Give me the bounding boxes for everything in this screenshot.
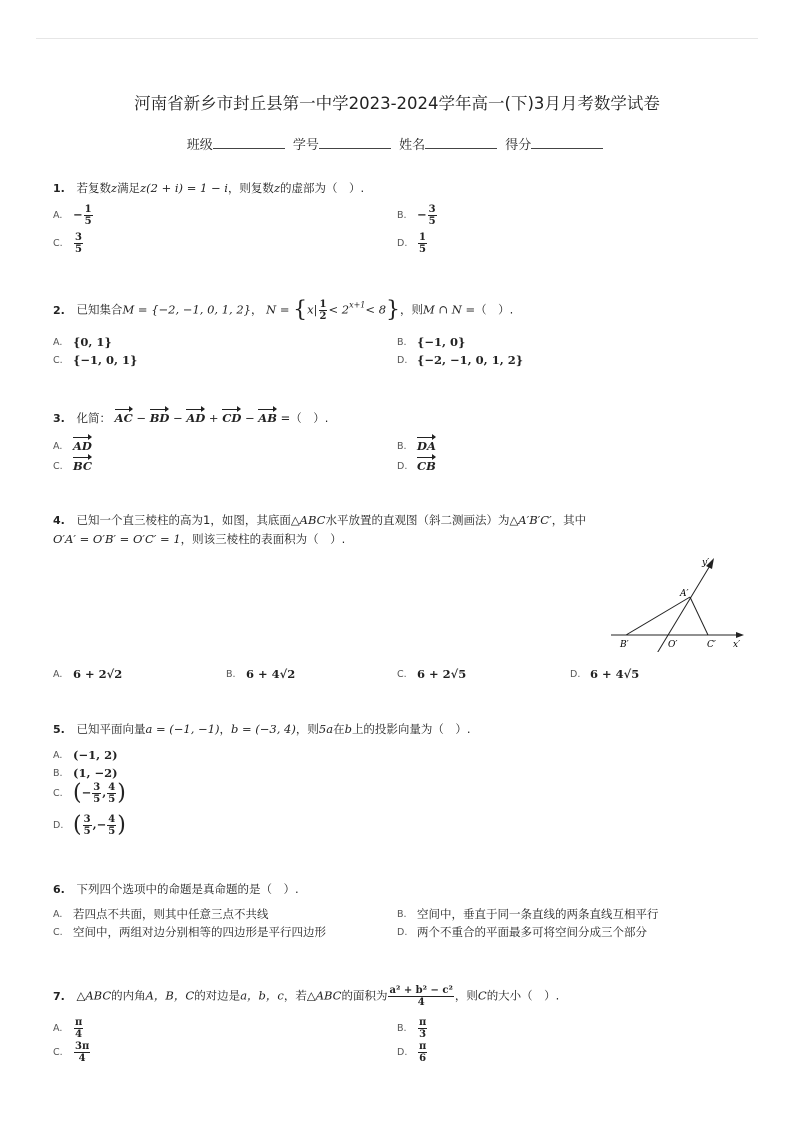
q6-option-a[interactable]: A. 若四点不共面，则其中任意三点不共线 xyxy=(53,907,269,921)
fraction: $\frac{3}{5}$ xyxy=(93,782,101,805)
y-axis xyxy=(656,564,711,652)
q6-option-b[interactable]: B. 空间中，垂直于同一条直线的两条直线互相平行 xyxy=(397,907,659,921)
question-3-stem: 3. 化简： AC − BD − AD + CD − AB =（ ）. xyxy=(53,408,328,426)
question-5-stem: 5. 已知平面向量a = (−1, −1)，b = (−3, 4)，则5a在b上的投影向量为（ ）. xyxy=(53,722,471,736)
info-score-label: 得分 xyxy=(505,138,532,153)
info-class-label: 班级 xyxy=(186,138,213,153)
question-6-stem: 6. 下列四个选项中的命题是真命题的是（ ）. xyxy=(53,882,299,896)
edge-ba xyxy=(626,597,690,635)
info-name-label: 姓名 xyxy=(399,138,426,153)
fraction: $\frac{\pi}{4}$ xyxy=(75,1017,83,1040)
info-id-blank[interactable] xyxy=(319,136,391,149)
question-number: 5. xyxy=(53,723,65,736)
question-number: 1. xyxy=(53,182,65,195)
question-number: 3. xyxy=(53,412,65,425)
question-2-stem: 2. 已知集合M = {−2, −1, 0, 1, 2}， N = {x| $\frac{1}{2}$ < $2^{x+1}< 8$}，则M ∩ N =（ ）. xyxy=(53,297,514,323)
question-number: 4. xyxy=(53,514,65,527)
question-4-stem-line1: 4. 已知一个直三棱柱的高为1，如图，其底面△ABC水平放置的直观图（斜二测画法）为△A′B′C′，其中 xyxy=(53,513,587,527)
question-number: 6. xyxy=(53,883,65,896)
question-number: 2. xyxy=(53,303,65,317)
q1-option-c[interactable]: C. $\frac{3}{5}$ xyxy=(53,232,82,255)
q7-option-c[interactable]: C. $\frac{3\pi}{4}$ xyxy=(53,1041,90,1064)
q7-option-b[interactable]: B. $\frac{\pi}{3}$ xyxy=(397,1017,427,1040)
question-number: 7. xyxy=(53,989,65,1003)
q7-option-d[interactable]: D. $\frac{\pi}{6}$ xyxy=(397,1041,427,1064)
page-title: 河南省新乡市封丘县第一中学2023-2024学年高一(下)3月月考数学试卷 xyxy=(134,94,660,113)
q4-option-a[interactable]: A. 6 + 2√2 xyxy=(53,667,123,681)
label-o: O′ xyxy=(668,640,678,650)
q2-option-b[interactable]: B. {−1, 0} xyxy=(397,335,466,349)
fraction: $\frac{3\pi}{4}$ xyxy=(75,1041,90,1064)
fraction: $\frac{4}{5}$ xyxy=(108,814,116,837)
question-7-stem: 7. △ABC的内角A，B，C的对边是a，b，c，若△ABC的面积为 $\frac{\text{a² + b² − c²}}{4}$ ，则C的大小（ ）. xyxy=(53,985,560,1008)
q3-option-c[interactable]: C. BC xyxy=(53,456,92,474)
fraction: $\frac{\text{a² + b² − c²}}{4}$ xyxy=(389,985,453,1008)
q1-option-a[interactable]: A. − $\frac{1}{5}$ xyxy=(53,204,92,227)
q7-option-a[interactable]: A. $\frac{\pi}{4}$ xyxy=(53,1017,83,1040)
student-info-line xyxy=(0,134,794,153)
fraction: $\frac{3}{5}$ xyxy=(83,814,91,837)
q3-option-b[interactable]: B. DA xyxy=(397,436,436,454)
fraction: $\frac{\pi}{6}$ xyxy=(419,1041,427,1064)
label-y: y′ xyxy=(702,558,710,568)
q3-option-a[interactable]: A. AD xyxy=(53,436,92,454)
q4-option-c[interactable]: C. 6 + 2√5 xyxy=(397,667,467,681)
info-id-label: 学号 xyxy=(292,138,319,153)
q3-option-d[interactable]: D. CB xyxy=(397,456,436,474)
info-name-blank[interactable] xyxy=(425,136,497,149)
x-axis-arrow xyxy=(736,632,744,638)
fraction: $\frac{3}{5}$ xyxy=(428,204,436,227)
header-rule xyxy=(36,38,758,39)
label-a: A′ xyxy=(680,589,689,599)
q5-option-c[interactable]: C. (− $\frac{3}{5}$ , $\frac{4}{5}$ ) xyxy=(53,780,126,806)
label-c: C′ xyxy=(707,640,716,650)
info-class-blank[interactable] xyxy=(213,136,285,149)
question-4-stem-line2: O′A′ = O′B′ = O′C′ = 1，则该三棱柱的表面积为（ ）. xyxy=(53,532,346,546)
fraction: $\frac{\pi}{3}$ xyxy=(419,1017,427,1040)
q5-option-a[interactable]: A. (−1, 2) xyxy=(53,748,118,762)
q4-option-d[interactable]: D. 6 + 4√5 xyxy=(570,667,640,681)
fraction: $\frac{1}{5}$ xyxy=(419,232,426,255)
q1-option-b[interactable]: B. − $\frac{3}{5}$ xyxy=(397,204,436,227)
q1-option-d[interactable]: D. $\frac{1}{5}$ xyxy=(397,232,426,255)
q6-option-d[interactable]: D. 两个不重合的平面最多可将空间分成三个部分 xyxy=(397,925,647,939)
question-1-stem: 1. 若复数z满足z(2 + i) = 1 − i，则复数z的虚部为（ ）. xyxy=(53,181,365,195)
info-score-blank[interactable] xyxy=(531,136,603,149)
edge-ac xyxy=(690,597,708,635)
fraction: $\frac{1}{2}$ xyxy=(319,299,327,322)
fraction: $\frac{3}{5}$ xyxy=(75,232,82,255)
fraction: $\frac{1}{5}$ xyxy=(84,204,92,227)
q2-option-c[interactable]: C. {−1, 0, 1} xyxy=(53,353,138,367)
q4-figure xyxy=(608,552,758,652)
q5-option-d[interactable]: D. ( $\frac{3}{5}$ ,− $\frac{4}{5}$ ) xyxy=(53,812,126,838)
q4-option-b[interactable]: B. 6 + 4√2 xyxy=(226,667,296,681)
q5-option-b[interactable]: B. (1, −2) xyxy=(53,766,118,780)
label-b: B′ xyxy=(620,640,629,650)
label-x: x′ xyxy=(733,640,741,650)
q6-option-c[interactable]: C. 空间中，两组对边分别相等的四边形是平行四边形 xyxy=(53,925,326,939)
q2-option-a[interactable]: A. {0, 1} xyxy=(53,335,112,349)
fraction: $\frac{4}{5}$ xyxy=(108,782,116,805)
q2-option-d[interactable]: D. {−2, −1, 0, 1, 2} xyxy=(397,353,524,367)
